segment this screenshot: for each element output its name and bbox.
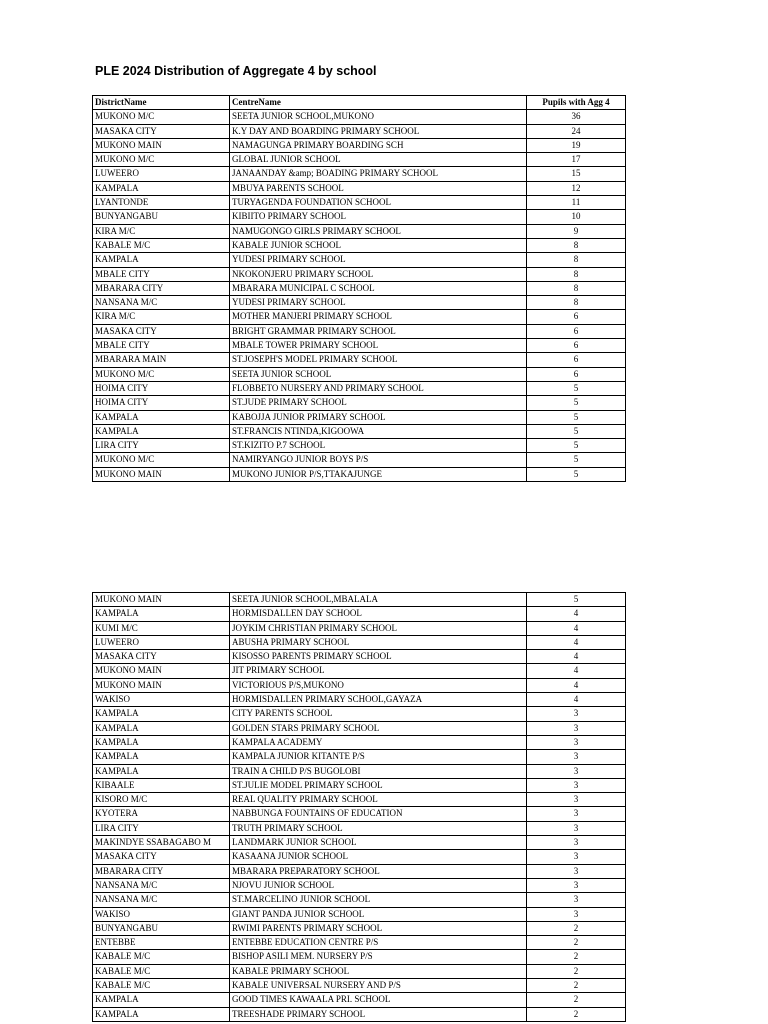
centre-cell: YUDESI PRIMARY SCHOOL xyxy=(230,253,527,267)
centre-cell: BRIGHT GRAMMAR PRIMARY SCHOOL xyxy=(230,324,527,338)
district-cell: MBARARA CITY xyxy=(93,281,230,295)
district-cell: KAMPALA xyxy=(93,707,230,721)
table-row xyxy=(93,764,626,778)
district-cell: KAMPALA xyxy=(93,607,230,621)
table-row xyxy=(93,310,626,324)
pupils-cell: 3 xyxy=(527,764,626,778)
district-cell: LUWEERO xyxy=(93,635,230,649)
pupils-cell: 5 xyxy=(527,467,626,481)
pupils-cell: 2 xyxy=(527,979,626,993)
table-row xyxy=(93,850,626,864)
centre-cell: GOOD TIMES KAWAALA PRI. SCHOOL xyxy=(230,993,527,1007)
page-title: PLE 2024 Distribution of Aggregate 4 by school xyxy=(95,64,377,78)
table-row xyxy=(93,864,626,878)
centre-cell: JOYKIM CHRISTIAN PRIMARY SCHOOL xyxy=(230,621,527,635)
table-row xyxy=(93,467,626,481)
pupils-cell: 6 xyxy=(527,353,626,367)
table-row xyxy=(93,878,626,892)
district-cell: KIRA M/C xyxy=(93,310,230,324)
pupils-cell: 2 xyxy=(527,1007,626,1021)
centre-cell: ST.MARCELINO JUNIOR SCHOOL xyxy=(230,893,527,907)
pupils-cell: 2 xyxy=(527,993,626,1007)
district-cell: KIRA M/C xyxy=(93,224,230,238)
centre-cell: ST.KIZITO P.7 SCHOOL xyxy=(230,439,527,453)
pupils-cell: 3 xyxy=(527,735,626,749)
pupils-cell: 3 xyxy=(527,750,626,764)
centre-cell: ENTEBBE EDUCATION CENTRE P/S xyxy=(230,936,527,950)
pupils-cell: 15 xyxy=(527,167,626,181)
centre-cell: CITY PARENTS SCHOOL xyxy=(230,707,527,721)
table-row xyxy=(93,224,626,238)
district-cell: MUKONO MAIN xyxy=(93,138,230,152)
district-cell: HOIMA CITY xyxy=(93,396,230,410)
district-cell: KAMPALA xyxy=(93,721,230,735)
centre-cell: TURYAGENDA FOUNDATION SCHOOL xyxy=(230,196,527,210)
district-cell: WAKISO xyxy=(93,907,230,921)
table-row xyxy=(93,921,626,935)
table-row xyxy=(93,381,626,395)
table-row xyxy=(93,153,626,167)
table-row xyxy=(93,907,626,921)
table-row xyxy=(93,267,626,281)
table-row xyxy=(93,635,626,649)
district-cell: NANSANA M/C xyxy=(93,893,230,907)
pupils-cell: 4 xyxy=(527,635,626,649)
table-row xyxy=(93,821,626,835)
district-cell: KABALE M/C xyxy=(93,979,230,993)
pupils-cell: 5 xyxy=(527,424,626,438)
table-row xyxy=(93,324,626,338)
pupils-cell: 10 xyxy=(527,210,626,224)
table-row xyxy=(93,124,626,138)
pupils-cell: 3 xyxy=(527,793,626,807)
table-row xyxy=(93,238,626,252)
district-cell: KAMPALA xyxy=(93,735,230,749)
centre-cell: RWIMI PARENTS PRIMARY SCHOOL xyxy=(230,921,527,935)
district-cell: MBARARA MAIN xyxy=(93,353,230,367)
centre-cell: MBALE TOWER PRIMARY SCHOOL xyxy=(230,339,527,353)
pupils-cell: 2 xyxy=(527,921,626,935)
table-row xyxy=(93,253,626,267)
pupils-cell: 3 xyxy=(527,907,626,921)
centre-cell: NABBUNGA FOUNTAINS OF EDUCATION xyxy=(230,807,527,821)
district-cell: MUKONO MAIN xyxy=(93,467,230,481)
centre-cell: GOLDEN STARS PRIMARY SCHOOL xyxy=(230,721,527,735)
centre-cell: MBARARA PREPARATORY SCHOOL xyxy=(230,864,527,878)
centre-cell: TRAIN A CHILD P/S BUGOLOBI xyxy=(230,764,527,778)
pupils-cell: 8 xyxy=(527,267,626,281)
centre-cell: ABUSHA PRIMARY SCHOOL xyxy=(230,635,527,649)
pupils-cell: 36 xyxy=(527,110,626,124)
centre-cell: YUDESI PRIMARY SCHOOL xyxy=(230,296,527,310)
pupils-cell: 3 xyxy=(527,821,626,835)
pupils-cell: 3 xyxy=(527,878,626,892)
district-cell: MASAKA CITY xyxy=(93,124,230,138)
district-cell: KIBAALE xyxy=(93,778,230,792)
centre-cell: NAMAGUNGA PRIMARY BOARDING SCH xyxy=(230,138,527,152)
table-row xyxy=(93,410,626,424)
centre-cell: KABALE PRIMARY SCHOOL xyxy=(230,964,527,978)
table-row xyxy=(93,281,626,295)
pupils-cell: 5 xyxy=(527,410,626,424)
pupils-cell: 5 xyxy=(527,381,626,395)
district-cell: KAMPALA xyxy=(93,253,230,267)
table-row xyxy=(93,453,626,467)
district-cell: LIRA CITY xyxy=(93,439,230,453)
table-row xyxy=(93,650,626,664)
centre-cell: NJOVU JUNIOR SCHOOL xyxy=(230,878,527,892)
centre-cell: BISHOP ASILI MEM. NURSERY P/S xyxy=(230,950,527,964)
pupils-cell: 19 xyxy=(527,138,626,152)
aggregate-table-2 xyxy=(92,592,626,1022)
centre-cell: MUKONO JUNIOR P/S,TTAKAJUNGE xyxy=(230,467,527,481)
centre-cell: HORMISDALLEN DAY SCHOOL xyxy=(230,607,527,621)
pupils-cell: 6 xyxy=(527,310,626,324)
district-cell: KAMPALA xyxy=(93,993,230,1007)
centre-cell: VICTORIOUS P/S,MUKONO xyxy=(230,678,527,692)
district-cell: KAMPALA xyxy=(93,764,230,778)
district-cell: KAMPALA xyxy=(93,410,230,424)
district-cell: MBALE CITY xyxy=(93,267,230,281)
table-row xyxy=(93,664,626,678)
centre-cell: JIT PRIMARY SCHOOL xyxy=(230,664,527,678)
pupils-cell: 6 xyxy=(527,339,626,353)
district-cell: LYANTONDE xyxy=(93,196,230,210)
table-row xyxy=(93,964,626,978)
pupils-cell: 5 xyxy=(527,439,626,453)
pupils-cell: 3 xyxy=(527,721,626,735)
district-cell: MBARARA CITY xyxy=(93,864,230,878)
centre-cell: SEETA JUNIOR SCHOOL,MBALALA xyxy=(230,593,527,607)
header-centre: CentreName xyxy=(230,96,527,110)
table-row xyxy=(93,339,626,353)
table-row xyxy=(93,950,626,964)
pupils-cell: 8 xyxy=(527,281,626,295)
pupils-cell: 24 xyxy=(527,124,626,138)
table-row xyxy=(93,693,626,707)
district-cell: KAMPALA xyxy=(93,1007,230,1021)
pupils-cell: 8 xyxy=(527,253,626,267)
pupils-cell: 3 xyxy=(527,707,626,721)
table-row xyxy=(93,210,626,224)
district-cell: KISORO M/C xyxy=(93,793,230,807)
pupils-cell: 8 xyxy=(527,238,626,252)
pupils-cell: 17 xyxy=(527,153,626,167)
centre-cell: ST.JOSEPH'S MODEL PRIMARY SCHOOL xyxy=(230,353,527,367)
pupils-cell: 3 xyxy=(527,807,626,821)
centre-cell: REAL QUALITY PRIMARY SCHOOL xyxy=(230,793,527,807)
district-cell: MUKONO MAIN xyxy=(93,678,230,692)
district-cell: LUWEERO xyxy=(93,167,230,181)
district-cell: NANSANA M/C xyxy=(93,296,230,310)
pupils-cell: 3 xyxy=(527,778,626,792)
district-cell: MUKONO M/C xyxy=(93,110,230,124)
pupils-cell: 3 xyxy=(527,893,626,907)
centre-cell: NAMUGONGO GIRLS PRIMARY SCHOOL xyxy=(230,224,527,238)
centre-cell: KASAANA JUNIOR SCHOOL xyxy=(230,850,527,864)
table-row xyxy=(93,750,626,764)
table-row xyxy=(93,621,626,635)
centre-cell: GIANT PANDA JUNIOR SCHOOL xyxy=(230,907,527,921)
centre-cell: HORMISDALLEN PRIMARY SCHOOL,GAYAZA xyxy=(230,693,527,707)
district-cell: WAKISO xyxy=(93,693,230,707)
table-row xyxy=(93,138,626,152)
pupils-cell: 6 xyxy=(527,367,626,381)
district-cell: KABALE M/C xyxy=(93,238,230,252)
district-cell: MASAKA CITY xyxy=(93,850,230,864)
district-cell: LIRA CITY xyxy=(93,821,230,835)
table-row xyxy=(93,439,626,453)
pupils-cell: 5 xyxy=(527,396,626,410)
centre-cell: MOTHER MANJERI PRIMARY SCHOOL xyxy=(230,310,527,324)
pupils-cell: 4 xyxy=(527,650,626,664)
table-row xyxy=(93,678,626,692)
centre-cell: ST.JULIE MODEL PRIMARY SCHOOL xyxy=(230,778,527,792)
table-row xyxy=(93,396,626,410)
centre-cell: LANDMARK JUNIOR SCHOOL xyxy=(230,836,527,850)
pupils-cell: 3 xyxy=(527,836,626,850)
table-row xyxy=(93,735,626,749)
pupils-cell: 3 xyxy=(527,850,626,864)
table-header-row xyxy=(93,96,626,110)
district-cell: KABALE M/C xyxy=(93,950,230,964)
table-row xyxy=(93,353,626,367)
pupils-cell: 3 xyxy=(527,864,626,878)
header-district: DistrictName xyxy=(93,96,230,110)
district-cell: MUKONO MAIN xyxy=(93,593,230,607)
table-row xyxy=(93,110,626,124)
centre-cell: JANAANDAY &amp; BOADING PRIMARY SCHOOL xyxy=(230,167,527,181)
district-cell: MAKINDYE SSABAGABO M xyxy=(93,836,230,850)
centre-cell: KIBIITO PRIMARY SCHOOL xyxy=(230,210,527,224)
district-cell: KYOTERA xyxy=(93,807,230,821)
pupils-cell: 4 xyxy=(527,607,626,621)
table-row xyxy=(93,893,626,907)
district-cell: MASAKA CITY xyxy=(93,324,230,338)
header-pupils: Pupils with Agg 4 xyxy=(527,96,626,110)
pupils-cell: 11 xyxy=(527,196,626,210)
district-cell: KAMPALA xyxy=(93,181,230,195)
district-cell: BUNYANGABU xyxy=(93,921,230,935)
table-row xyxy=(93,993,626,1007)
pupils-cell: 8 xyxy=(527,296,626,310)
district-cell: KABALE M/C xyxy=(93,964,230,978)
centre-cell: ST.FRANCIS NTINDA,KIGOOWA xyxy=(230,424,527,438)
centre-cell: SEETA JUNIOR SCHOOL,MUKONO xyxy=(230,110,527,124)
district-cell: KAMPALA xyxy=(93,750,230,764)
table-row xyxy=(93,807,626,821)
district-cell: MASAKA CITY xyxy=(93,650,230,664)
district-cell: MUKONO M/C xyxy=(93,367,230,381)
pupils-cell: 12 xyxy=(527,181,626,195)
table-row xyxy=(93,721,626,735)
table-row xyxy=(93,167,626,181)
district-cell: ENTEBBE xyxy=(93,936,230,950)
centre-cell: NAMIRYANGO JUNIOR BOYS P/S xyxy=(230,453,527,467)
pupils-cell: 2 xyxy=(527,964,626,978)
table-row xyxy=(93,793,626,807)
centre-cell: KABOJJA JUNIOR PRIMARY SCHOOL xyxy=(230,410,527,424)
centre-cell: TRUTH PRIMARY SCHOOL xyxy=(230,821,527,835)
table-row xyxy=(93,936,626,950)
pupils-cell: 5 xyxy=(527,453,626,467)
centre-cell: TREESHADE PRIMARY SCHOOL xyxy=(230,1007,527,1021)
centre-cell: KABALE JUNIOR SCHOOL xyxy=(230,238,527,252)
table-row xyxy=(93,593,626,607)
table-row xyxy=(93,196,626,210)
pupils-cell: 4 xyxy=(527,664,626,678)
table-row xyxy=(93,607,626,621)
centre-cell: KISOSSO PARENTS PRIMARY SCHOOL xyxy=(230,650,527,664)
table-row xyxy=(93,367,626,381)
aggregate-table-1 xyxy=(92,95,626,482)
table-row xyxy=(93,296,626,310)
pupils-cell: 9 xyxy=(527,224,626,238)
table-row xyxy=(93,778,626,792)
centre-cell: K.Y DAY AND BOARDING PRIMARY SCHOOL xyxy=(230,124,527,138)
table-row xyxy=(93,181,626,195)
district-cell: MUKONO MAIN xyxy=(93,664,230,678)
pupils-cell: 4 xyxy=(527,693,626,707)
pupils-cell: 5 xyxy=(527,593,626,607)
centre-cell: ST.JUDE PRIMARY SCHOOL xyxy=(230,396,527,410)
centre-cell: KABALE UNIVERSAL NURSERY AND P/S xyxy=(230,979,527,993)
table-row xyxy=(93,979,626,993)
district-cell: KAMPALA xyxy=(93,424,230,438)
table-row xyxy=(93,424,626,438)
table-row xyxy=(93,836,626,850)
centre-cell: FLOBBETO NURSERY AND PRIMARY SCHOOL xyxy=(230,381,527,395)
centre-cell: KAMPALA JUNIOR KITANTE P/S xyxy=(230,750,527,764)
district-cell: MBALE CITY xyxy=(93,339,230,353)
district-cell: MUKONO M/C xyxy=(93,153,230,167)
district-cell: HOIMA CITY xyxy=(93,381,230,395)
centre-cell: MBUYA PARENTS SCHOOL xyxy=(230,181,527,195)
district-cell: NANSANA M/C xyxy=(93,878,230,892)
district-cell: KUMI M/C xyxy=(93,621,230,635)
pupils-cell: 6 xyxy=(527,324,626,338)
centre-cell: GLOBAL JUNIOR SCHOOL xyxy=(230,153,527,167)
pupils-cell: 4 xyxy=(527,621,626,635)
table-row xyxy=(93,1007,626,1021)
district-cell: BUNYANGABU xyxy=(93,210,230,224)
centre-cell: NKOKONJERU PRIMARY SCHOOL xyxy=(230,267,527,281)
pupils-cell: 4 xyxy=(527,678,626,692)
pupils-cell: 2 xyxy=(527,936,626,950)
centre-cell: MBARARA MUNICIPAL C SCHOOL xyxy=(230,281,527,295)
centre-cell: SEETA JUNIOR SCHOOL xyxy=(230,367,527,381)
district-cell: MUKONO M/C xyxy=(93,453,230,467)
table-row xyxy=(93,707,626,721)
pupils-cell: 2 xyxy=(527,950,626,964)
centre-cell: KAMPALA ACADEMY xyxy=(230,735,527,749)
